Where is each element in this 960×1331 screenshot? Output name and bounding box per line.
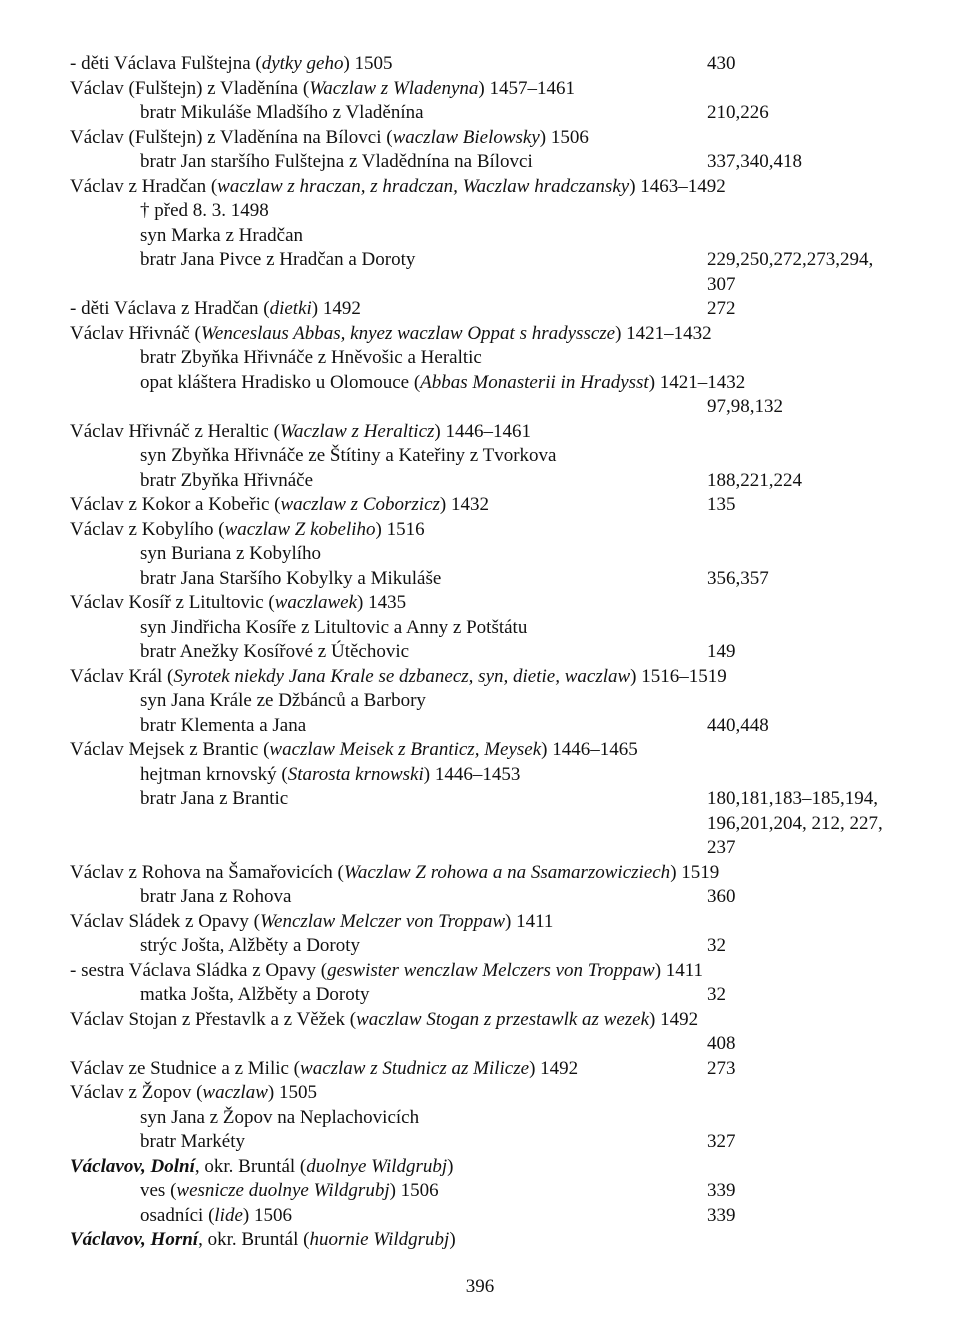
index-entry (0, 126, 960, 151)
entry-text (70, 420, 531, 445)
entry-pages: 135 (707, 494, 736, 515)
entry-text-segment: ) 1519 (670, 861, 720, 883)
entry-text (140, 616, 527, 641)
entry-text-segment: syn Marka z Hradčan (140, 224, 304, 246)
entry-text (140, 787, 288, 812)
entry-text-segment: syn Buriana z Kobylího (140, 543, 322, 564)
entry-pages: 273 (707, 1057, 736, 1079)
index-entry (0, 150, 960, 175)
entry-text-segment: ) 1421–1432 (615, 322, 712, 344)
entry-text-italic: Wenceslaus Abbas, knyez waczlaw Oppat s hradysscze (200, 322, 616, 344)
entry-text-segment: Václav Král ( (70, 665, 174, 687)
index-entry (0, 1130, 960, 1155)
entry-text (140, 714, 306, 739)
entry-text-segment: bratr Jana Staršího Kobylky a Mikuláše (140, 567, 442, 589)
entry-pages: 339 (707, 1180, 736, 1201)
entry-text (140, 101, 424, 126)
entry-text-segment: Václav (Fulštejn) z Vladěnína ( (70, 77, 310, 99)
entry-text (70, 910, 553, 935)
entry-text-italic: waczlaw z hraczan, z hradczan, Waczlaw hradczansky (217, 175, 630, 197)
index-entry (0, 395, 960, 420)
entry-text-segment: bratr Markéty (140, 1131, 245, 1152)
index-entry (0, 885, 960, 910)
entry-pages: 307 (707, 273, 736, 295)
entry-pages: 237 (707, 837, 736, 858)
entry-text-segment: ) 1435 (357, 592, 407, 613)
entry-text (70, 52, 393, 77)
entry-pages: 272 (707, 298, 736, 319)
index-entry (0, 273, 960, 298)
entry-text (70, 77, 575, 102)
entry-text-segment: Václav z Žopov ( (70, 1082, 203, 1103)
index-entry (0, 52, 960, 77)
index-entry (0, 763, 960, 788)
index-entry (0, 910, 960, 935)
entry-text-segment: syn Jana z Žopov na Neplachovicích (140, 1106, 420, 1128)
entry-text-italic: Václavov, Dolní (70, 1155, 195, 1177)
entry-text-segment: ) 1516–1519 (630, 665, 727, 687)
entry-text (70, 1008, 698, 1033)
entry-text-italic: Starosta krnowski (287, 763, 424, 785)
entry-text-segment: ) 1411 (505, 910, 554, 932)
entry-text-segment: strýc Jošta, Alžběty a Doroty (140, 935, 361, 956)
index-entry (0, 959, 960, 984)
index-entry (0, 493, 960, 518)
entry-text-segment: Václav Hřivnáč z Heraltic ( (70, 420, 280, 442)
entry-text-segment: syn Zbyňka Hřivnáče ze Štítiny a Kateřiny z Tvorkova (140, 445, 557, 466)
entry-text (140, 444, 556, 469)
entry-text-italic: Waczlaw z Wladenyna (309, 77, 479, 99)
entry-text (140, 567, 441, 592)
entry-text-segment: - sestra Václava Sládka z Opavy ( (70, 959, 328, 981)
entry-text-segment: osadníci ( (140, 1204, 215, 1226)
index-entry (0, 518, 960, 543)
index-entry (0, 1008, 960, 1033)
entry-text (140, 1204, 292, 1229)
entry-text-segment: ) 1432 (439, 494, 489, 515)
entry-text (140, 224, 303, 249)
entry-text-segment: Václav Stojan z Přestavlk a z Věžek ( (70, 1008, 357, 1030)
entry-pages: 32 (707, 935, 726, 956)
entry-text-segment: Václav z Hradčan ( (70, 175, 218, 197)
entry-text-italic: Syrotek niekdy Jana Krale se dzbanecz, syn, dietie, waczlaw (173, 665, 631, 687)
entry-text-segment: - děti Václava z Hradčan ( (70, 298, 270, 319)
entry-text (140, 763, 520, 788)
entry-text (70, 861, 719, 886)
entry-text (140, 248, 415, 273)
entry-text-segment: ) 1492 (649, 1008, 699, 1030)
entry-pages: 32 (707, 984, 726, 1005)
entry-text-segment: ) 1446–1453 (423, 763, 521, 785)
entry-text-segment: Václav (Fulštejn) z Vladěnína na Bílovci ( (70, 126, 393, 148)
entry-text-segment: ) 1505 (343, 53, 393, 74)
entry-text (140, 371, 745, 396)
entry-text-segment: ) 1421–1432 (648, 371, 746, 393)
entry-text-segment: Václav z Kobylího ( (70, 518, 225, 540)
entry-text-segment: Václav Mejsek z Brantic ( (70, 739, 270, 760)
index-entry (0, 101, 960, 126)
entry-pages: 210,226 (707, 102, 769, 123)
entry-text-italic: geswister wenczlaw Melczers von Troppaw (327, 959, 655, 981)
entry-pages: 337,340,418 (707, 151, 802, 172)
entry-text-segment: Václav Kosíř z Litultovic ( (70, 592, 275, 613)
entry-text-segment: Václav z Kokor a Kobeřic ( (70, 494, 281, 515)
index-entry (0, 665, 960, 690)
entry-pages: 149 (707, 641, 736, 662)
entry-text (70, 175, 726, 200)
entry-text (70, 665, 727, 690)
entry-text-segment: bratr Klementa a Jana (140, 714, 307, 736)
entry-text-segment: ) 1506 (389, 1180, 439, 1201)
entry-text (140, 885, 291, 910)
entry-text-italic: Wenczlaw Melczer von Troppaw (259, 910, 505, 932)
entry-text-segment: ) 1411 (654, 959, 704, 981)
entry-text-segment: ) (449, 1229, 456, 1250)
entry-text-italic: duolnye Wildgrubj (306, 1155, 448, 1177)
index-entry (0, 787, 960, 812)
entry-text-italic: waczlaw Meisek z Branticz, Meysek (269, 739, 542, 760)
entry-text (70, 1155, 454, 1180)
entry-pages: 97,98,132 (707, 396, 783, 417)
entry-text-segment: syn Jana Krále ze Džbánců a Barbory (140, 690, 426, 711)
entry-text-segment: Václav z Rohova na Šamařovicích ( (70, 861, 344, 883)
index-entry (0, 420, 960, 445)
entry-pages: 440,448 (707, 714, 769, 736)
entry-text-italic: waczlawek (274, 592, 358, 613)
entry-text-segment: ) 1506 (242, 1204, 292, 1226)
index-entry (0, 371, 960, 396)
entry-text (70, 591, 406, 616)
entry-text-segment: matka Jošta, Alžběty a Doroty (140, 984, 370, 1005)
index-entry (0, 861, 960, 886)
entry-text-italic: waczlaw z Coborzicz (280, 494, 440, 515)
entry-text (140, 1130, 245, 1155)
entry-text-segment: ) 1506 (539, 126, 589, 148)
index-entry (0, 567, 960, 592)
entry-text (140, 542, 321, 567)
entry-pages: 180,181,183–185,194, (707, 788, 878, 809)
entry-text (70, 322, 712, 347)
entry-text-segment: - děti Václava Fulštejna ( (70, 53, 262, 74)
entry-text-italic: waczlaw z Studnicz az Milicze (300, 1057, 530, 1079)
index-entry (0, 591, 960, 616)
index-entry (0, 1155, 960, 1180)
index-entry (0, 640, 960, 665)
entry-text-segment: opat kláštera Hradisko u Olomouce ( (140, 371, 421, 393)
entry-text (70, 518, 425, 543)
index-entry (0, 444, 960, 469)
entry-text-segment: bratr Jana z Rohova (140, 886, 292, 907)
entry-text-segment: syn Jindřicha Kosíře z Litultovic a Anny z Potštátu (140, 616, 528, 638)
entry-text-segment: bratr Jana Pivce z Hradčan a Doroty (140, 249, 416, 270)
index-entry (0, 322, 960, 347)
entry-text-segment: bratr Mikuláše Mladšího z Vladěnína (140, 102, 424, 123)
index-entry (0, 616, 960, 641)
entry-text-italic: Abbas Monasterii in Hradysst (420, 371, 649, 393)
entry-text-italic: Václavov, Horní (70, 1229, 199, 1250)
index-entries (0, 52, 960, 1253)
entry-text (70, 1228, 456, 1253)
entry-text-segment: hejtman krnovský ( (140, 763, 288, 785)
entry-text-segment: ) 1505 (267, 1082, 317, 1103)
entry-text (140, 934, 360, 959)
entry-text-italic: dytky geho (261, 53, 344, 74)
entry-text-italic: waczlaw Stogan z przestawlk az wezek (356, 1008, 650, 1030)
index-entry (0, 983, 960, 1008)
entry-text-segment: ) 1446–1461 (434, 420, 531, 442)
entry-text-italic: lide (214, 1204, 243, 1226)
index-entry (0, 469, 960, 494)
entry-text (70, 297, 361, 322)
entry-text-italic: Waczlaw Z rohowa a na Ssamarzowicziech (343, 861, 671, 883)
entry-text (140, 469, 313, 494)
entry-text-segment: ) 1516 (375, 518, 425, 540)
entry-text (140, 689, 426, 714)
index-entry (0, 714, 960, 739)
entry-text-segment: Václav ze Studnice a z Milic ( (70, 1057, 301, 1079)
entry-text (70, 126, 589, 151)
index-entry (0, 1057, 960, 1082)
entry-text-segment: † před 8. 3. 1498 (140, 200, 269, 221)
entry-text-italic: dietki (269, 298, 312, 319)
entry-text (70, 1057, 578, 1082)
index-entry (0, 199, 960, 224)
index-entry (0, 689, 960, 714)
entry-text (70, 738, 638, 763)
index-entry (0, 175, 960, 200)
index-entry (0, 1204, 960, 1229)
index-entry (0, 1081, 960, 1106)
entry-text-segment: ) (447, 1155, 454, 1177)
entry-text-segment: ) 1492 (529, 1057, 579, 1079)
entry-pages: 188,221,224 (707, 469, 802, 491)
entry-text-segment: , okr. Bruntál ( (198, 1229, 310, 1250)
index-entry (0, 248, 960, 273)
index-entry (0, 77, 960, 102)
entry-text-segment: Václav Hřivnáč ( (70, 322, 201, 344)
entry-text (70, 493, 489, 518)
index-entry (0, 297, 960, 322)
entry-text (140, 1106, 419, 1131)
entry-text-segment: ) 1463–1492 (629, 175, 726, 197)
entry-text-segment: ves ( (140, 1180, 177, 1201)
index-entry (0, 1179, 960, 1204)
entry-pages: 339 (707, 1204, 736, 1226)
entry-text-segment: bratr Jana z Brantic (140, 788, 289, 809)
entry-text (140, 640, 409, 665)
entry-text (140, 346, 482, 371)
entry-text (70, 959, 703, 984)
entry-pages: 430 (707, 53, 736, 74)
index-entry (0, 1228, 960, 1253)
entry-pages: 356,357 (707, 567, 769, 589)
entry-text-segment: bratr Jan staršího Fulštejna z Vladědnína na Bílovci (140, 151, 533, 172)
index-entry (0, 738, 960, 763)
entry-text (70, 1081, 317, 1106)
entry-text (140, 983, 370, 1008)
entry-text-segment: Václav Sládek z Opavy ( (70, 910, 260, 932)
entry-text (140, 199, 269, 224)
entry-pages: 229,250,272,273,294, (707, 249, 874, 270)
entry-pages: 327 (707, 1131, 736, 1152)
index-entry (0, 836, 960, 861)
entry-text (140, 1179, 439, 1204)
entry-text-italic: Waczlaw z Heralticz (279, 420, 435, 442)
index-entry (0, 224, 960, 249)
index-entry (0, 542, 960, 567)
entry-text-segment: ) 1457–1461 (478, 77, 575, 99)
entry-pages: 408 (707, 1033, 736, 1054)
entry-text-segment: , okr. Bruntál ( (194, 1155, 307, 1177)
entry-text-italic: huornie Wildgrubj (309, 1229, 450, 1250)
entry-text-italic: wesnicze duolnye Wildgrubj (176, 1180, 390, 1201)
entry-text (140, 150, 533, 175)
entry-text-segment: ) 1446–1465 (541, 739, 638, 760)
entry-text-italic: waczlaw Z kobeliho (224, 518, 376, 540)
index-entry (0, 934, 960, 959)
entry-text-segment: bratr Anežky Kosířové z Útěchovic (140, 641, 410, 662)
entry-pages: 360 (707, 886, 736, 907)
index-entry (0, 812, 960, 837)
index-entry (0, 1106, 960, 1131)
entry-text-segment: ) 1492 (311, 298, 361, 319)
entry-text-italic: waczlaw Bielowsky (392, 126, 540, 148)
index-entry (0, 346, 960, 371)
entry-pages: 196,201,204, 212, 227, (707, 812, 883, 834)
entry-text-italic: waczlaw (202, 1082, 268, 1103)
entry-text-segment: bratr Zbyňka Hřivnáče (140, 469, 314, 491)
index-entry (0, 1032, 960, 1057)
entry-text-segment: bratr Zbyňka Hřivnáče z Hněvošic a Heraltic (140, 347, 482, 368)
page-number: 396 (465, 1276, 495, 1297)
